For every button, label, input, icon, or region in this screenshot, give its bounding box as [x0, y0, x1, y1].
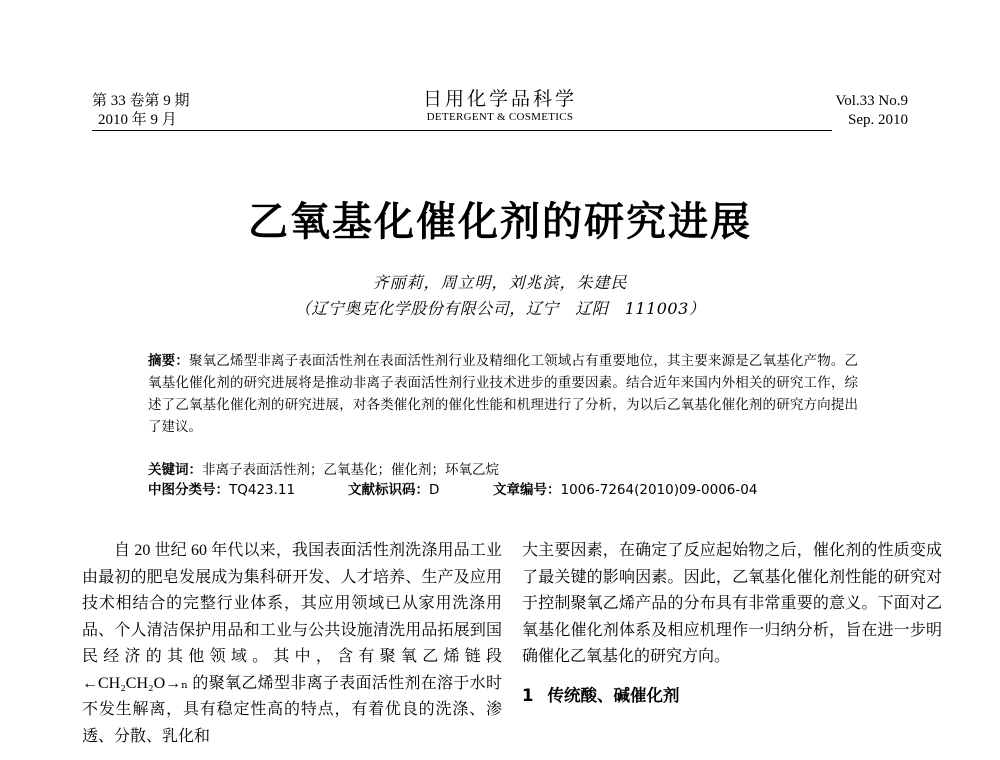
date-en: Sep. 2010 [848, 112, 908, 128]
body-column-right [522, 538, 942, 709]
journal-title-en: DETERGENT & COSMETICS [426, 111, 574, 123]
abstract-label: 摘要： [148, 353, 189, 369]
header-rule [92, 130, 832, 131]
article-no-field [493, 480, 757, 500]
article-affiliation: （辽宁奥克化学股份有限公司，辽宁 辽阳 111003） [294, 299, 706, 318]
clc-field [148, 480, 295, 500]
article-no-value: 1006-7264(2010)09-0006-04 [560, 482, 758, 498]
doc-code-field [348, 480, 439, 500]
section-title: 传统酸、碱催化剂 [547, 685, 680, 705]
clc-value: TQ423.11 [229, 482, 296, 498]
article-no-label: 文章编号： [493, 482, 561, 498]
doc-code-value: D [429, 482, 440, 498]
doc-code-label: 文献标识码： [348, 482, 429, 498]
body-paragraph: 大主要因素，在确定了反应起始物之后，催化剂的性质变成了最关键的影响因素。因此，乙氧基化催化剂性能的研究对于控制聚氧乙烯产品的分布具有非常重要的意义。下面对乙氧基化催化剂体系及相应机理作一归纳分析，旨在进一步明确催化乙氧基化的研究方向。 [522, 542, 942, 665]
volume-issue-cn: 第 33 卷第 9 期 [92, 93, 190, 109]
abstract [148, 350, 858, 438]
date-cn: 2010 年 9 月 [98, 112, 177, 128]
section-heading [522, 683, 942, 710]
clc-label: 中图分类号： [148, 482, 229, 498]
keywords-text: 非离子表面活性剂；乙氧基化；催化剂；环氧乙烷 [202, 462, 499, 478]
header-right [835, 92, 908, 130]
abstract-text: 聚氧乙烯型非离子表面活性剂在表面活性剂行业及精细化工领域占有重要地位，其主要来源是乙氧基化产物。乙氧基化催化剂的研究进展将是推动非离子表面活性剂行业技术进步的重要因素。结合近年来国内外相关的研究工作，综述了乙氧基化催化剂的研究进展，对各类催化剂的催化性能和机理进行了分析，为以后乙氧基化催化剂的研究方向提出了建议。 [148, 353, 859, 435]
article-authors: 齐丽莉，周立明，刘兆滨，朱建民 [372, 273, 628, 292]
article-title: 乙氧基化催化剂的研究进展 [248, 199, 752, 245]
keywords [148, 460, 499, 480]
journal-title-cn: 日用化学品科学 [422, 88, 577, 110]
body-paragraph: 自 20 世纪 60 年代以来，我国表面活性剂洗涤用品工业由最初的肥皂发展成为集科研开发、人才培养、生产及应用技术相结合的完整行业体系，其应用领域已从家用洗涤用品、个人清洁保护用品和工业与公共设施清洗用品拓展到国民经济的其他领域。其中，含有聚氧乙烯链段←CH₂CH₂O→ₙ 的聚氧乙烯型非离子表面活性剂在溶于水时不发生解离，具有稳定性高的特点，有着优良的洗涤、渗透、分散、乳化和 [82, 542, 502, 745]
body-column-left [82, 538, 502, 750]
keywords-label: 关键词： [148, 462, 202, 478]
volume-issue-en: Vol.33 No.9 [835, 93, 908, 109]
section-number: 1 [522, 685, 534, 705]
